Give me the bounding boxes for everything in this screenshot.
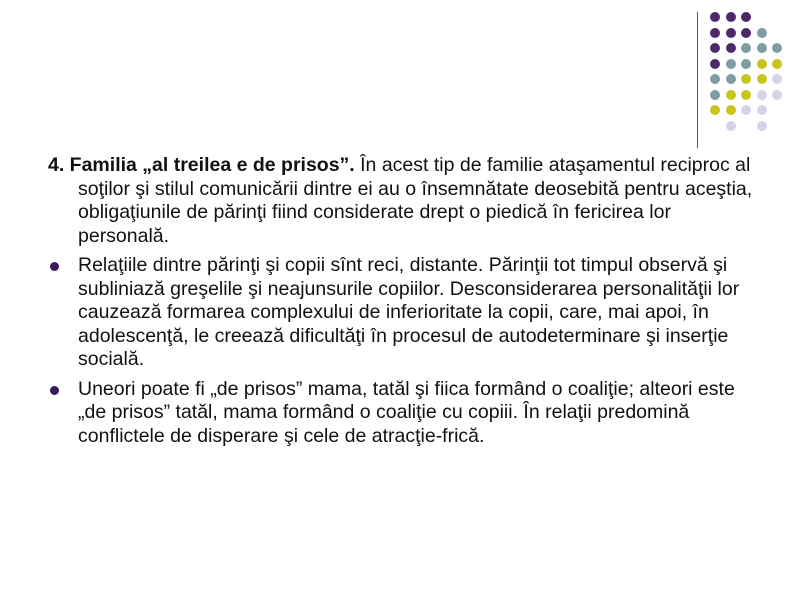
- decorative-dot: [772, 74, 782, 84]
- bullet-item-1: [48, 254, 760, 372]
- decorative-dot: [710, 12, 720, 22]
- decorative-dot: [710, 28, 720, 38]
- bullet-icon: [50, 262, 59, 271]
- decorative-dot: [726, 12, 736, 22]
- decorative-dot: [726, 74, 736, 84]
- decorative-dot: [726, 43, 736, 53]
- decorative-dot: [741, 90, 751, 100]
- decorative-dot: [772, 59, 782, 69]
- decorative-dot: [726, 90, 736, 100]
- decorative-dot: [757, 28, 767, 38]
- decorative-dot: [741, 12, 751, 22]
- decorative-dot: [772, 43, 782, 53]
- decorative-dot: [757, 90, 767, 100]
- decorative-dot: [710, 59, 720, 69]
- bullet-icon: [50, 386, 59, 395]
- bullet-item-2: [48, 378, 760, 449]
- decorative-dot: [741, 28, 751, 38]
- decorative-dot: [710, 90, 720, 100]
- bullet-text-1: Relaţiile dintre părinţi şi copii sînt reci, distante. Părinţii tot timpul observă şi subliniază greşelile şi neajunsurile copiilor. Desconsiderarea personalităţii lor cauzează formarea complexului de inferioritate la copii, care, mai apoi, în adolescenţă, le creează dificultăţi în procesul de autodeterminare şi inserţie socială.: [78, 254, 740, 370]
- decorative-dot: [772, 90, 782, 100]
- decorative-dot: [710, 74, 720, 84]
- decorative-dot: [757, 43, 767, 53]
- intro-heading: 4. Familia „al treilea e de prisos”.: [48, 154, 355, 176]
- decorative-dot: [710, 43, 720, 53]
- decorative-dot: [741, 59, 751, 69]
- decorative-dot: [757, 74, 767, 84]
- decorative-dot: [710, 105, 720, 115]
- bullet-text-2: Uneori poate fi „de prisos” mama, tatăl şi fiica formând o coaliţie; alteori este „de prisos” tatăl, mama formând o coaliţie cu copiii. În relaţii predomină conflictele de disperare şi cele de atracţie-frică.: [78, 377, 735, 447]
- decorative-dot: [741, 43, 751, 53]
- intro-text: În acest tip de familie ataşamentul reciproc al soţilor şi stilul comunicării dintre ei au o însemnătate deosebită pentru aceştia, obligaţiunile de părinţi fiind considerate drept o piedică în fericirea lor personală.: [78, 154, 753, 247]
- decorative-dot: [757, 105, 767, 115]
- decorative-divider: [697, 12, 698, 148]
- decorative-dot-grid: [710, 12, 782, 132]
- decorative-dot: [726, 121, 736, 131]
- decorative-dot: [757, 121, 767, 131]
- decorative-dot: [757, 59, 767, 69]
- decorative-dot: [726, 28, 736, 38]
- decorative-dot: [741, 74, 751, 84]
- decorative-dot: [741, 105, 751, 115]
- intro-paragraph: [48, 154, 760, 248]
- decorative-dot: [726, 105, 736, 115]
- slide-body: [48, 154, 760, 454]
- decorative-dot: [726, 59, 736, 69]
